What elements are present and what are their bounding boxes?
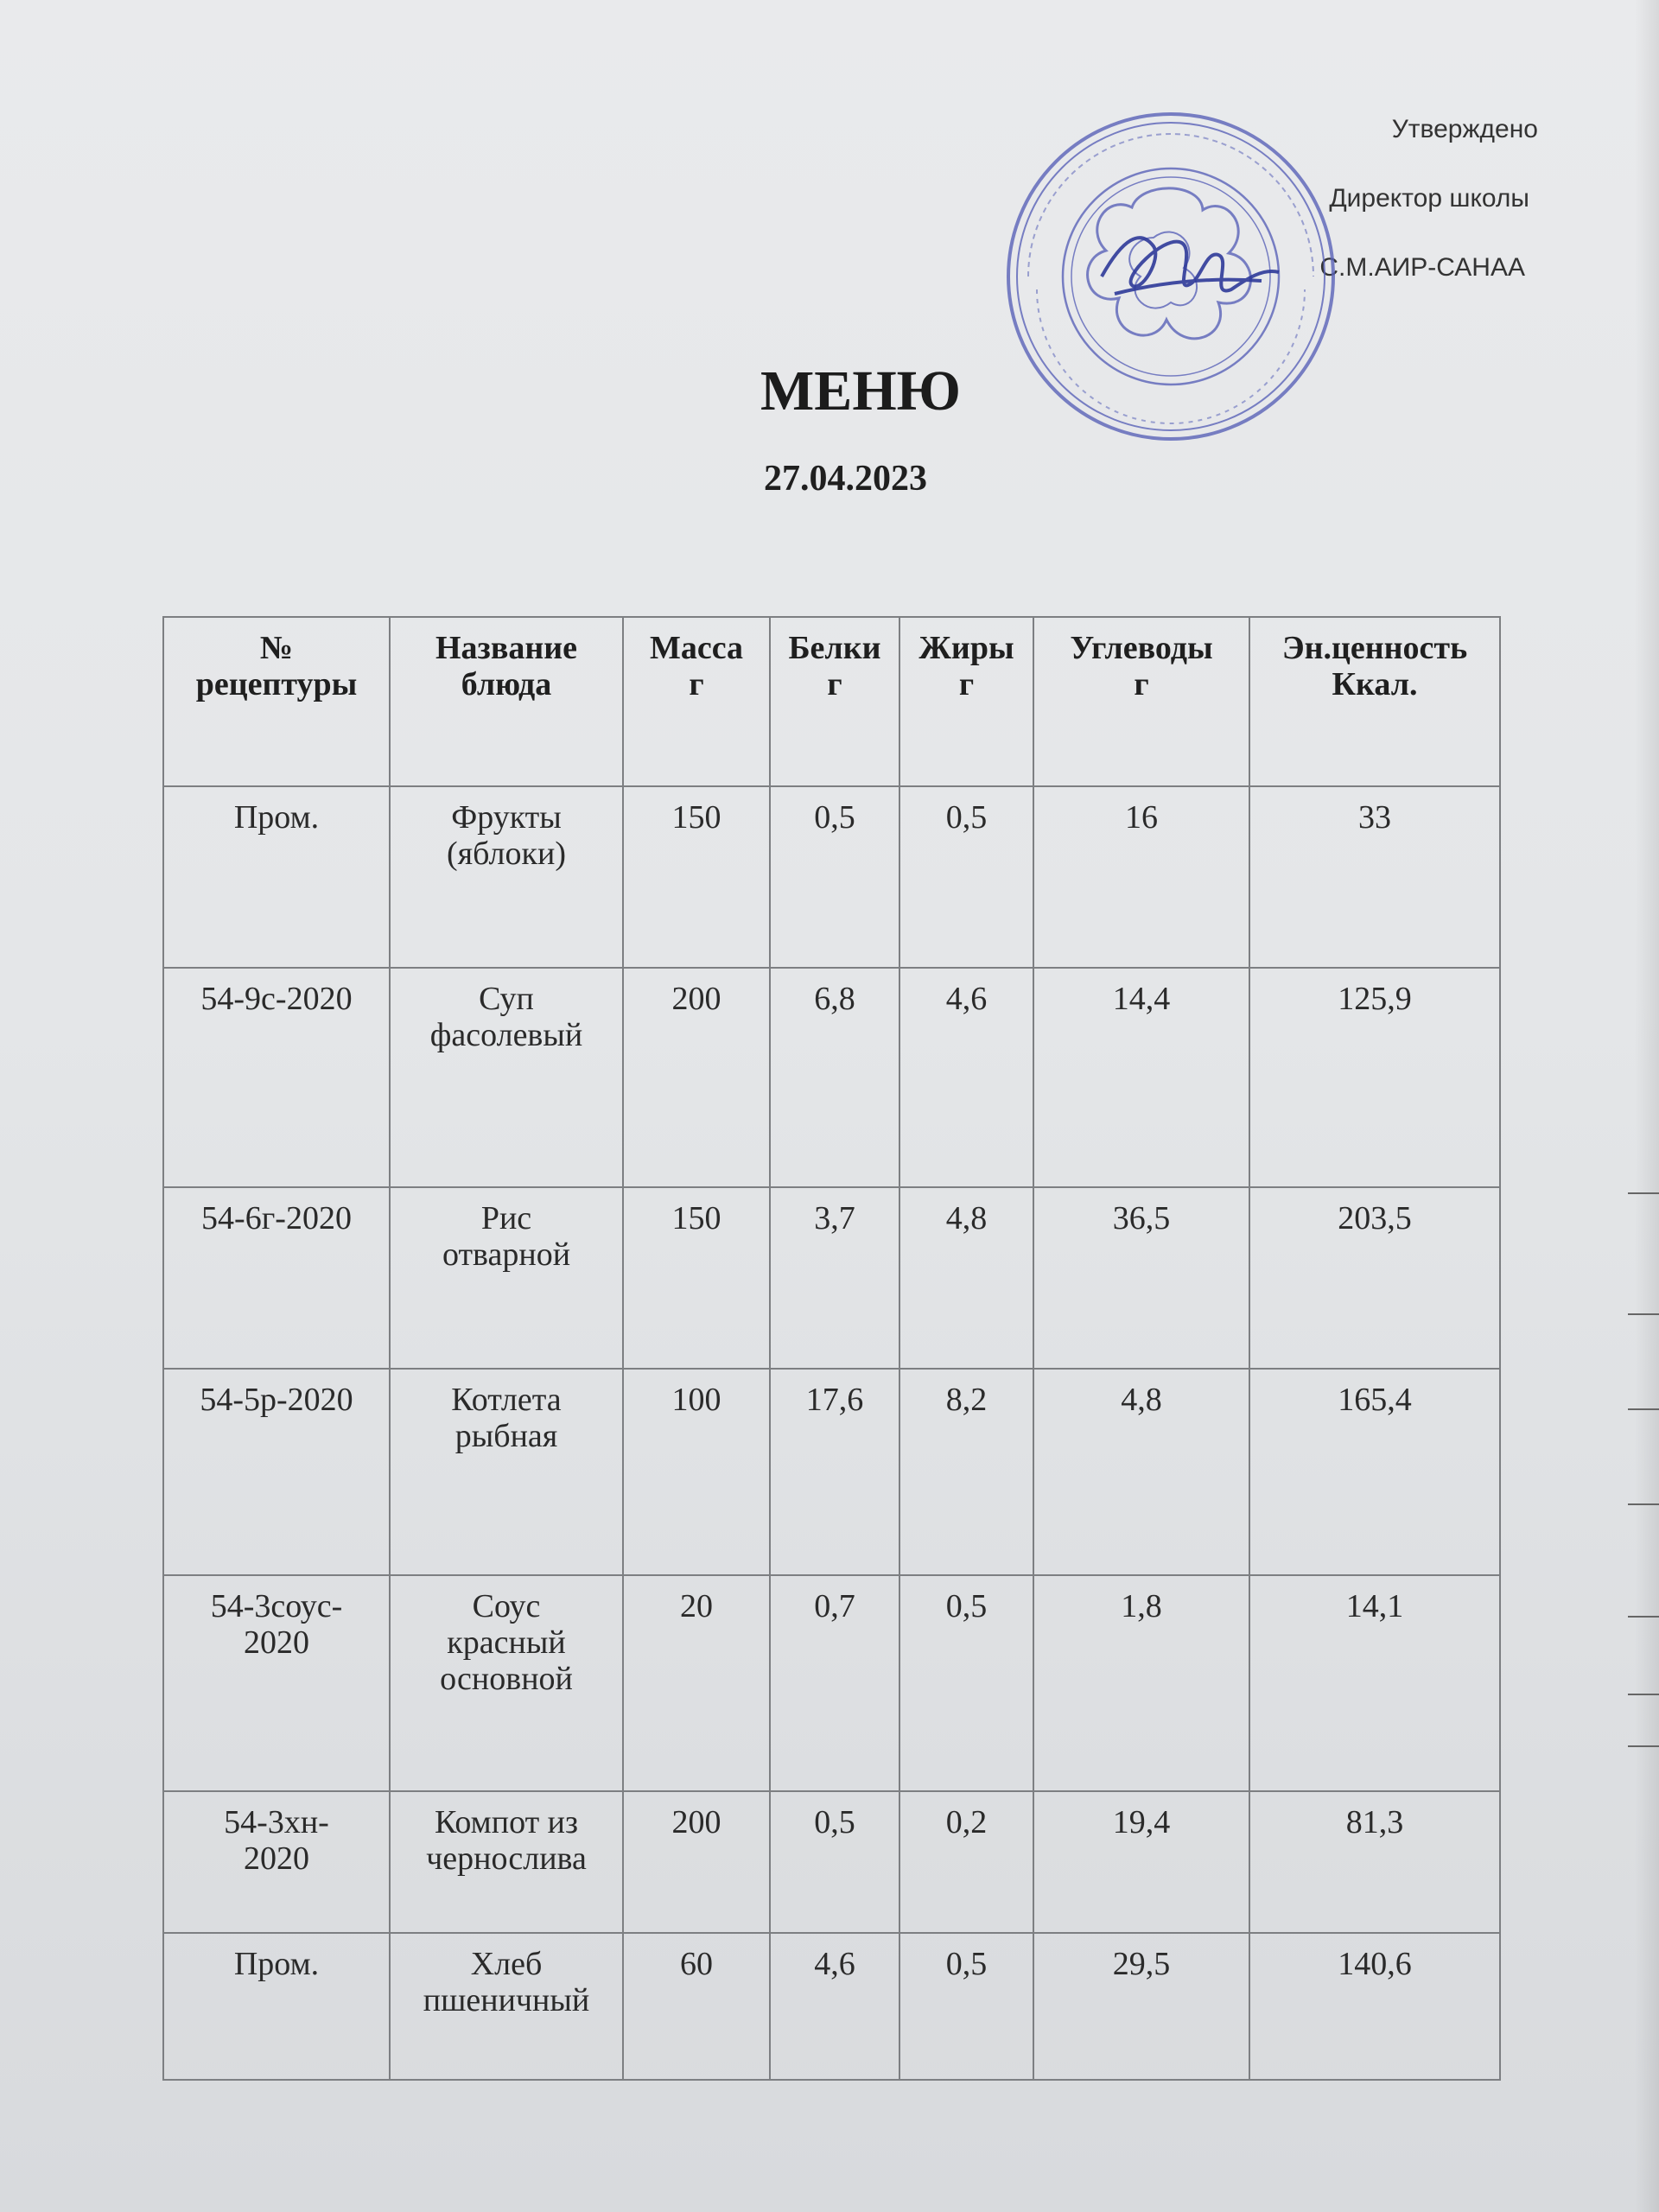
cell-energy: 203,5 bbox=[1249, 1187, 1500, 1369]
header-mass: Масса г bbox=[623, 617, 770, 786]
cell-dish-name: Котлета рыбная bbox=[390, 1369, 623, 1575]
table-row bbox=[163, 1933, 1500, 2080]
cell-energy: 165,4 bbox=[1249, 1369, 1500, 1575]
header-protein: Белки г bbox=[770, 617, 899, 786]
cell-carbs: 36,5 bbox=[1033, 1187, 1249, 1369]
cell-carbs: 29,5 bbox=[1033, 1933, 1249, 2080]
cell-fat: 4,6 bbox=[899, 968, 1033, 1187]
cell-recipe-code: 54-9с-2020 bbox=[163, 968, 390, 1187]
cell-recipe-code: 54-5р-2020 bbox=[163, 1369, 390, 1575]
page-title: МЕНЮ bbox=[760, 359, 961, 423]
cell-protein: 4,6 bbox=[770, 1933, 899, 2080]
cell-energy: 140,6 bbox=[1249, 1933, 1500, 2080]
table-row bbox=[163, 786, 1500, 968]
cell-energy: 125,9 bbox=[1249, 968, 1500, 1187]
cell-fat: 0,5 bbox=[899, 1933, 1033, 2080]
cell-dish-name: Компот из чернослива bbox=[390, 1791, 623, 1933]
cell-energy: 81,3 bbox=[1249, 1791, 1500, 1933]
header-recipe-number: № рецептуры bbox=[163, 617, 390, 786]
cell-energy: 33 bbox=[1249, 786, 1500, 968]
cell-dish-name: Суп фасолевый bbox=[390, 968, 623, 1187]
approval-label: Утверждено bbox=[1391, 115, 1538, 143]
school-seal-stamp bbox=[1002, 108, 1339, 445]
approver-position: Директор школы bbox=[1329, 184, 1529, 213]
signature-mark bbox=[1102, 238, 1279, 294]
background-paper-lines bbox=[1624, 1123, 1659, 1815]
cell-protein: 6,8 bbox=[770, 968, 899, 1187]
table-row bbox=[163, 968, 1500, 1187]
header-energy: Эн.ценность Ккал. bbox=[1249, 617, 1500, 786]
cell-protein: 0,5 bbox=[770, 786, 899, 968]
cell-carbs: 1,8 bbox=[1033, 1575, 1249, 1791]
table-row bbox=[163, 1791, 1500, 1933]
cell-dish-name: Рис отварной bbox=[390, 1187, 623, 1369]
menu-table bbox=[162, 616, 1501, 2081]
cell-mass: 200 bbox=[623, 1791, 770, 1933]
cell-fat: 8,2 bbox=[899, 1369, 1033, 1575]
approver-name: С.М.АИР-САНАА bbox=[1319, 253, 1525, 282]
cell-fat: 0,5 bbox=[899, 786, 1033, 968]
table-header-row bbox=[163, 617, 1500, 786]
table-row bbox=[163, 1369, 1500, 1575]
cell-mass: 200 bbox=[623, 968, 770, 1187]
cell-fat: 0,5 bbox=[899, 1575, 1033, 1791]
cell-recipe-code: Пром. bbox=[163, 786, 390, 968]
cell-dish-name: Соус красный основной bbox=[390, 1575, 623, 1791]
cell-carbs: 16 bbox=[1033, 786, 1249, 968]
cell-fat: 0,2 bbox=[899, 1791, 1033, 1933]
cell-protein: 17,6 bbox=[770, 1369, 899, 1575]
cell-mass: 100 bbox=[623, 1369, 770, 1575]
paper-edge-shadow bbox=[1635, 0, 1659, 2212]
cell-recipe-code: 54-3соус- 2020 bbox=[163, 1575, 390, 1791]
cell-protein: 0,7 bbox=[770, 1575, 899, 1791]
header-dish-name: Название блюда bbox=[390, 617, 623, 786]
cell-fat: 4,8 bbox=[899, 1187, 1033, 1369]
cell-recipe-code: 54-3хн- 2020 bbox=[163, 1791, 390, 1933]
header-carbs: Углеводы г bbox=[1033, 617, 1249, 786]
cell-carbs: 14,4 bbox=[1033, 968, 1249, 1187]
cell-carbs: 4,8 bbox=[1033, 1369, 1249, 1575]
cell-dish-name: Фрукты (яблоки) bbox=[390, 786, 623, 968]
cell-mass: 150 bbox=[623, 1187, 770, 1369]
header-fat: Жиры г bbox=[899, 617, 1033, 786]
cell-recipe-code: Пром. bbox=[163, 1933, 390, 2080]
approval-block bbox=[1319, 95, 1538, 302]
cell-mass: 150 bbox=[623, 786, 770, 968]
cell-protein: 3,7 bbox=[770, 1187, 899, 1369]
cell-dish-name: Хлеб пшеничный bbox=[390, 1933, 623, 2080]
cell-carbs: 19,4 bbox=[1033, 1791, 1249, 1933]
cell-recipe-code: 54-6г-2020 bbox=[163, 1187, 390, 1369]
cell-mass: 20 bbox=[623, 1575, 770, 1791]
table-row bbox=[163, 1187, 1500, 1369]
cell-protein: 0,5 bbox=[770, 1791, 899, 1933]
cell-mass: 60 bbox=[623, 1933, 770, 2080]
table-row bbox=[163, 1575, 1500, 1791]
menu-date: 27.04.2023 bbox=[764, 459, 927, 499]
cell-energy: 14,1 bbox=[1249, 1575, 1500, 1791]
